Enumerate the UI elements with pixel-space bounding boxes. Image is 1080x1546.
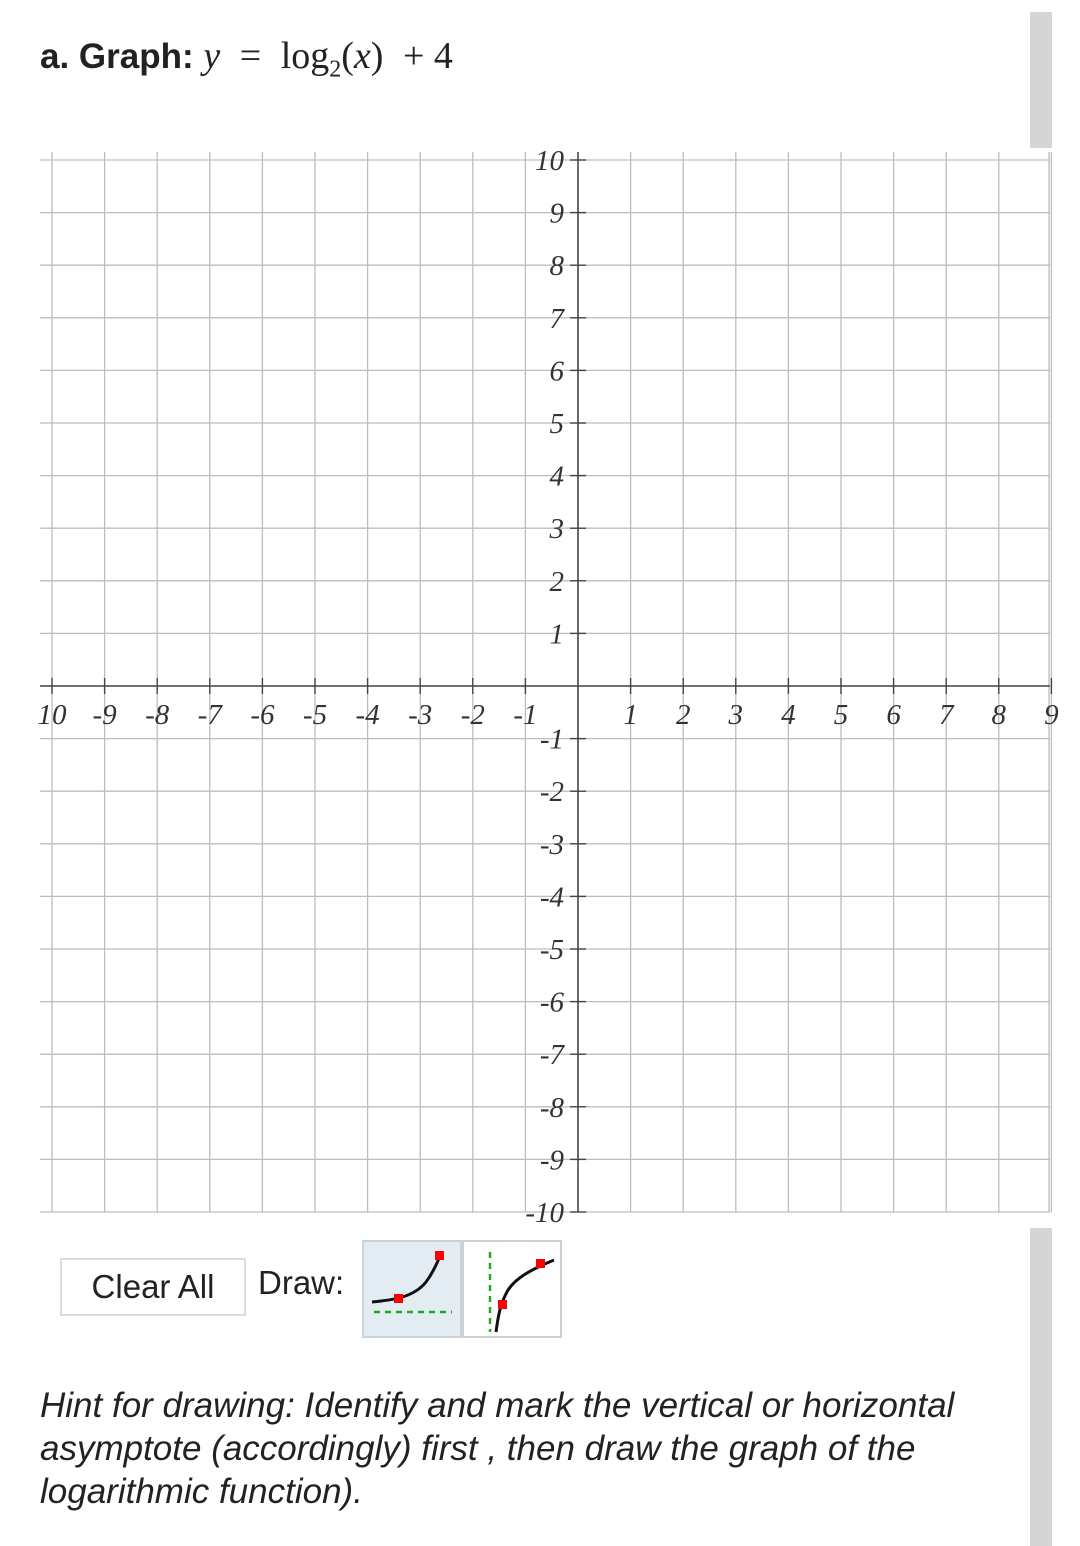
y-tick-label: 4 (549, 460, 564, 493)
y-tick-label: 2 (549, 565, 564, 598)
x-tick-label: 4 (781, 699, 796, 731)
equation-tail: + 4 (402, 35, 453, 77)
y-tick-label: 7 (549, 302, 564, 335)
logarithmic-curve-mark (496, 1260, 554, 1332)
y-tick-label: -1 (539, 723, 564, 756)
x-tick-label: 9 (1044, 699, 1059, 731)
scroll-thumb-bottom[interactable] (1030, 1228, 1052, 1546)
x-tick-label: 2 (675, 699, 691, 731)
y-tick-label: -10 (525, 1197, 564, 1229)
y-tick-label: -7 (539, 1039, 564, 1072)
y-tick-label: -9 (539, 1144, 564, 1177)
clear-all-button[interactable]: Clear All (60, 1258, 246, 1316)
equation-base: 2 (329, 56, 342, 83)
question-title (40, 34, 453, 84)
x-tick-label: -9 (92, 699, 117, 731)
x-tick-label: 10 (37, 699, 67, 731)
x-tick-label: 7 (938, 699, 954, 731)
coordinate-graph[interactable] (0, 140, 1060, 1240)
exponential-curve-icon (364, 1242, 460, 1336)
y-tick-label: 3 (549, 513, 564, 546)
equation-close: ) (370, 35, 384, 77)
equation (203, 35, 453, 83)
x-tick-label: -7 (197, 699, 222, 731)
question-prefix: a. Graph: (40, 37, 194, 76)
curve-point-marker (394, 1294, 403, 1303)
x-tick-label: -8 (145, 699, 170, 731)
logarithmic-curve-icon (464, 1242, 560, 1336)
y-tick-label: 9 (549, 197, 564, 230)
hint-text: Hint for drawing: Identify and mark the vertical or horizontal asymptote (accordingly) first , then draw the graph of the logarithmic function). (40, 1386, 955, 1511)
y-tick-label: 5 (549, 408, 564, 440)
curve-point-marker (435, 1251, 444, 1260)
y-tick-label: 10 (535, 145, 564, 177)
x-tick-label: 8 (991, 699, 1007, 731)
draw-label: Draw: (258, 1264, 345, 1301)
x-tick-label: 1 (623, 699, 638, 731)
x-tick-label: 5 (833, 699, 849, 731)
exponential-tool-button[interactable] (362, 1240, 462, 1338)
y-tick-label: -3 (539, 828, 564, 861)
equation-open: ( (341, 35, 354, 77)
y-tick-label: -2 (539, 776, 564, 809)
x-tick-label: -1 (513, 699, 538, 731)
x-tick-label: -2 (460, 699, 485, 731)
logarithmic-tool-button[interactable] (462, 1240, 562, 1338)
y-tick-label: 8 (549, 250, 564, 283)
curve-point-marker (536, 1259, 545, 1268)
scroll-thumb-top[interactable] (1030, 12, 1052, 148)
x-tick-label: 3 (728, 699, 744, 731)
x-tick-label: 6 (886, 699, 901, 731)
axis-tick-labels (38, 145, 1060, 1229)
equation-y: y (203, 35, 221, 77)
x-tick-label: -6 (250, 699, 275, 731)
exponential-curve-mark (372, 1256, 440, 1302)
y-tick-label: -4 (539, 881, 564, 914)
x-tick-label: -3 (408, 699, 433, 731)
curve-point-marker (498, 1300, 507, 1309)
equation-x: x (353, 35, 371, 77)
y-tick-label: -8 (539, 1091, 564, 1124)
equation-log: log (280, 35, 330, 77)
y-tick-label: -6 (539, 986, 564, 1019)
y-tick-label: -5 (539, 934, 564, 966)
y-tick-label: 1 (549, 618, 564, 651)
x-tick-label: -4 (355, 699, 380, 731)
equation-equals: = (239, 35, 262, 77)
y-tick-label: 6 (549, 355, 564, 388)
x-tick-label: -5 (302, 699, 328, 731)
